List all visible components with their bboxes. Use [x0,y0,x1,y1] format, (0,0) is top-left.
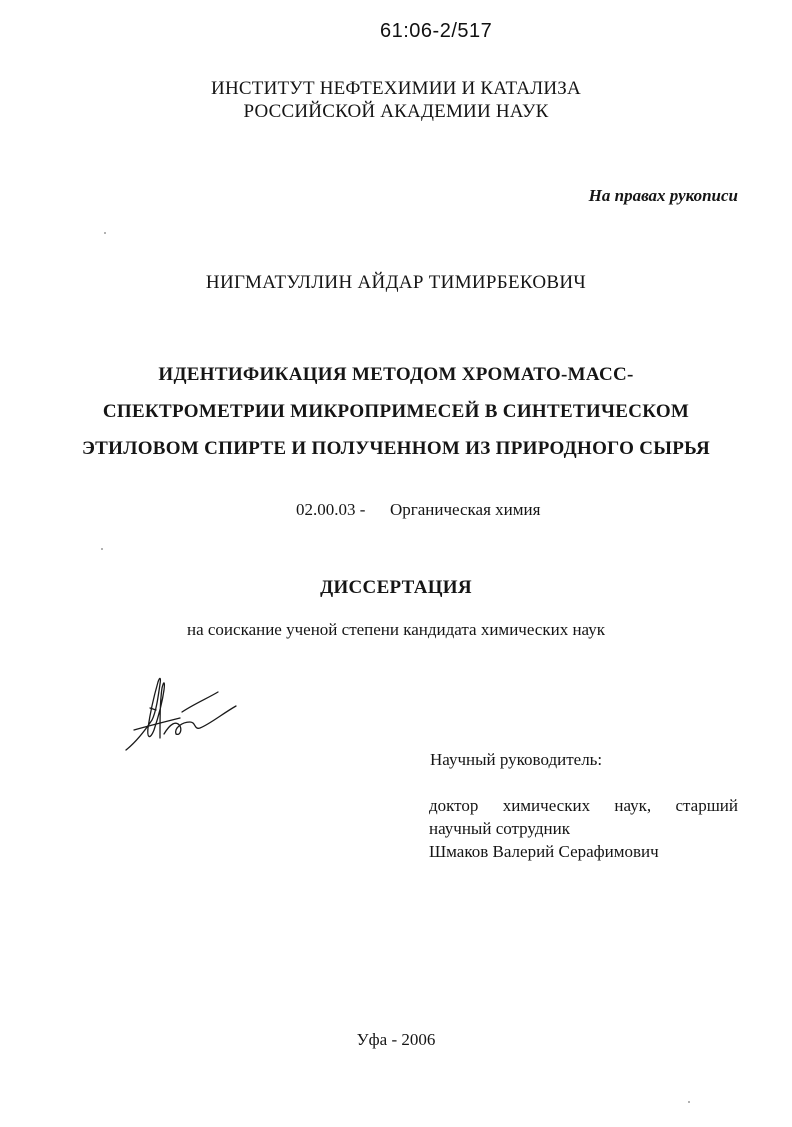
dissertation-title [0,356,792,467]
scan-speck [688,1101,690,1103]
title-line-1: ИДЕНТИФИКАЦИЯ МЕТОДОМ ХРОМАТО-МАСС- [158,364,634,385]
specialty [296,500,540,520]
city-year: Уфа - 2006 [356,1030,436,1049]
document-type: ДИССЕРТАЦИЯ [320,577,472,598]
specialty-name: Органическая химия [390,500,541,519]
author-name: НИГМАТУЛЛИН АЙДАР ТИМИРБЕКОВИЧ [205,272,587,293]
title-line-2: СПЕКТРОМЕТРИИ МИКРОПРИМЕСЕЙ В СИНТЕТИЧЕСКОМ [102,401,690,422]
degree-line: на соискание ученой степени кандидата химических наук [186,620,605,639]
rights-note: На правах рукописи [588,186,738,205]
supervisor-name: Шмаков Валерий Серафимович [429,842,659,861]
institute-line-1: ИНСТИТУТ НЕФТЕХИМИИ И КАТАЛИЗА [211,78,581,99]
supervisor-degree-line-2: научный сотрудник [429,819,570,838]
institute-header [0,77,792,123]
scan-speck [101,548,103,550]
supervisor-info [429,794,738,863]
supervisor-degree-line-1: доктор химических наук, старший [429,796,738,815]
supervisor-label: Научный руководитель: [430,750,603,769]
catalog-number: 61:06-2/517 [380,20,493,42]
institute-line-2: РОССИЙСКОЙ АКАДЕМИИ НАУК [243,101,549,122]
title-line-3: ЭТИЛОВОМ СПИРТЕ И ПОЛУЧЕННОМ ИЗ ПРИРОДНОГО СЫРЬЯ [82,438,710,459]
scan-speck [104,232,106,234]
specialty-code: 02.00.03 - [296,500,366,519]
handwritten-signature-icon [120,668,244,758]
